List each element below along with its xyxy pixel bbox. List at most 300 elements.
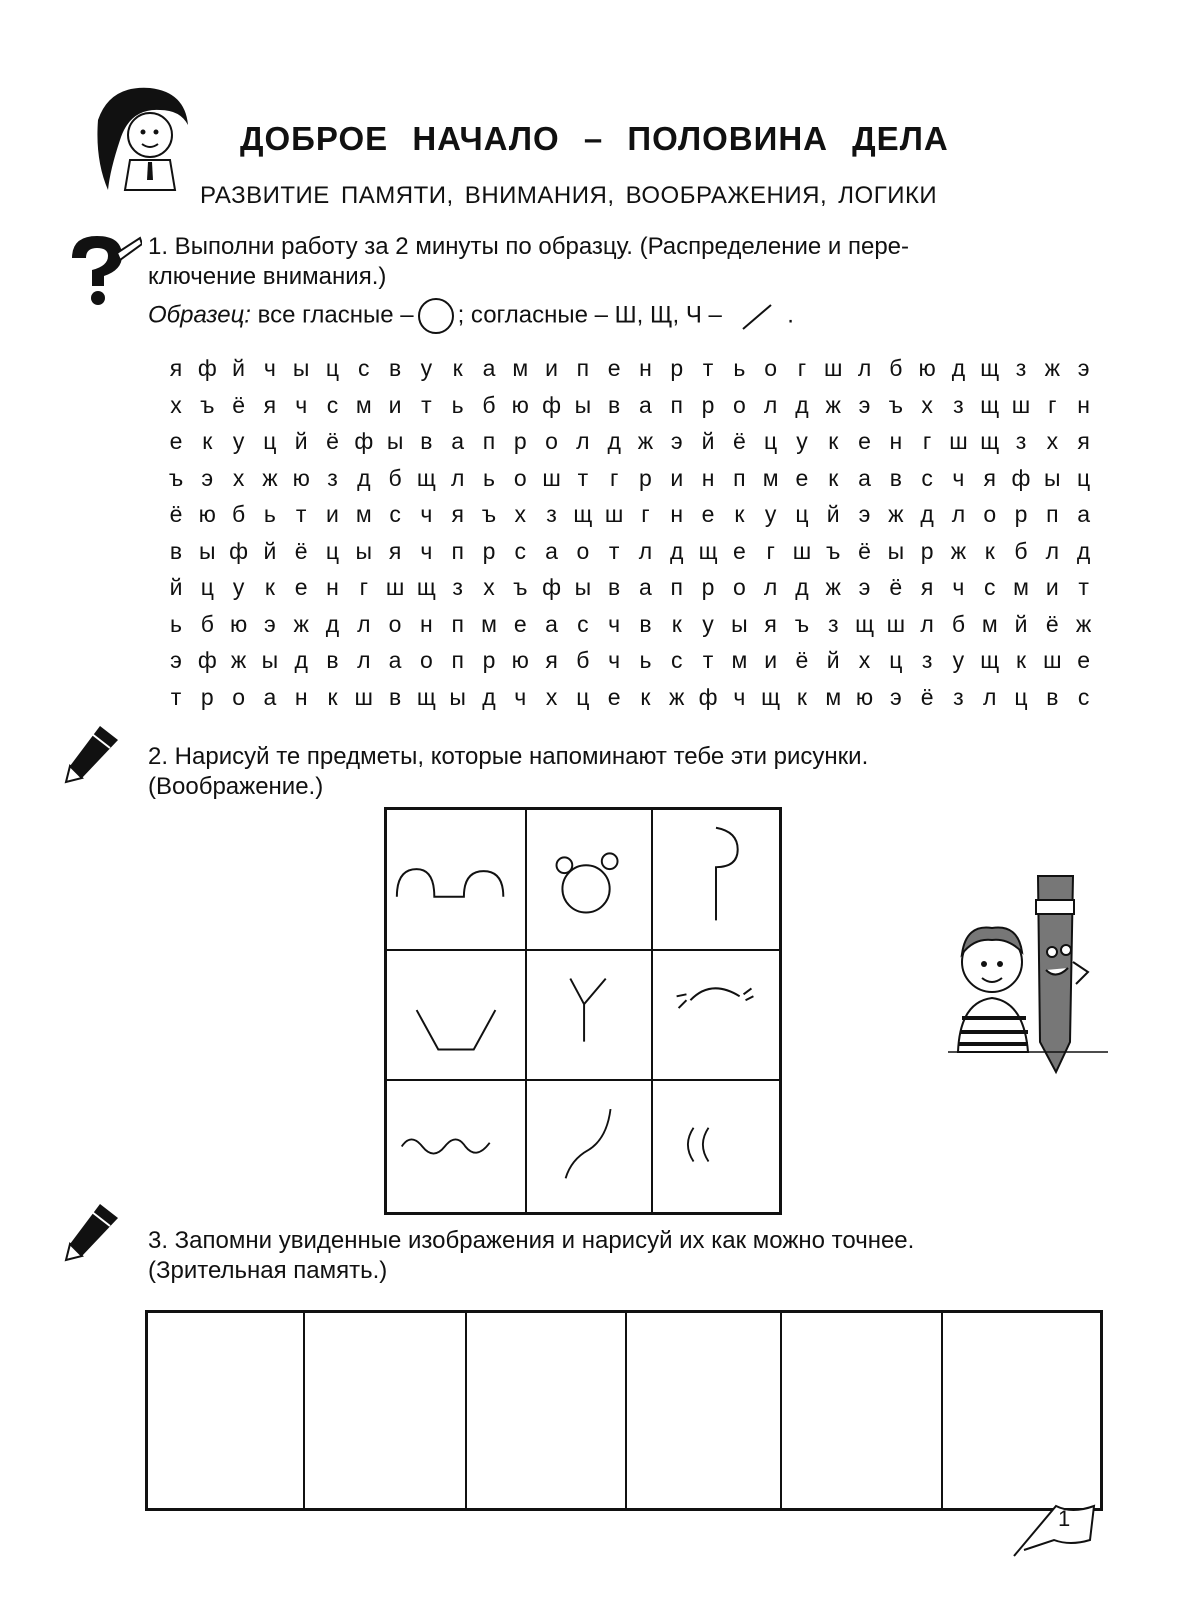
letter[interactable]: ц [200, 574, 214, 600]
letter[interactable]: у [232, 428, 245, 454]
letter[interactable]: ш [949, 428, 968, 454]
letter[interactable]: ё [232, 391, 245, 418]
letter[interactable]: г [641, 501, 650, 527]
letter[interactable]: л [357, 610, 371, 637]
letter[interactable]: ы [574, 574, 592, 600]
letter[interactable]: п [451, 537, 464, 564]
letter[interactable]: м [355, 391, 372, 418]
letter[interactable]: а [388, 647, 402, 673]
letter[interactable]: г [359, 574, 368, 600]
letter[interactable]: л [576, 428, 590, 454]
letter[interactable]: ы [449, 683, 466, 710]
letter[interactable]: в [889, 464, 902, 491]
letter[interactable]: х [545, 683, 558, 710]
letter[interactable]: б [889, 355, 903, 381]
letter[interactable]: ю [511, 647, 529, 673]
letter[interactable]: я [983, 464, 996, 491]
letter[interactable]: щ [416, 574, 436, 600]
letter[interactable]: ь [482, 464, 495, 491]
letter[interactable]: з [1015, 355, 1027, 381]
letter[interactable]: т [170, 683, 182, 710]
letter[interactable]: ч [295, 391, 308, 418]
letter[interactable]: э [670, 428, 683, 454]
letter[interactable]: а [639, 574, 652, 600]
letter[interactable]: я [764, 610, 777, 637]
letter[interactable]: щ [416, 464, 436, 491]
letter[interactable]: л [983, 683, 997, 710]
letter[interactable]: в [639, 610, 652, 637]
drawing-box[interactable] [942, 1312, 1101, 1509]
letter[interactable]: и [670, 464, 684, 491]
letter[interactable]: х [483, 574, 495, 600]
letter[interactable]: ц [1077, 464, 1091, 491]
letter[interactable]: а [451, 428, 465, 454]
letter[interactable]: к [640, 683, 651, 710]
letter[interactable]: л [857, 355, 872, 381]
letter[interactable]: й [263, 537, 277, 564]
letter[interactable]: ю [229, 610, 248, 637]
letter[interactable]: в [608, 574, 621, 600]
letter[interactable]: ц [325, 355, 340, 381]
letter[interactable]: з [1015, 428, 1027, 454]
letter[interactable]: т [421, 391, 432, 418]
letter[interactable]: ш [886, 610, 906, 637]
letter[interactable]: п [733, 464, 746, 491]
letter[interactable]: з [921, 647, 933, 673]
letter[interactable]: э [858, 501, 871, 527]
letter[interactable]: л [763, 391, 778, 418]
letter[interactable]: ф [1011, 464, 1031, 491]
letter[interactable]: о [388, 610, 402, 637]
letter[interactable]: с [983, 574, 996, 600]
letter[interactable]: п [482, 428, 496, 454]
letter[interactable]: с [326, 391, 339, 418]
letter[interactable]: ф [354, 428, 374, 454]
letter[interactable]: п [1046, 501, 1059, 527]
letter[interactable]: д [951, 355, 966, 381]
letter[interactable]: щ [416, 683, 436, 710]
letter[interactable]: ж [825, 574, 841, 600]
letter[interactable]: к [734, 501, 745, 527]
letter[interactable]: д [325, 610, 340, 637]
letter[interactable]: ж [637, 428, 654, 454]
drawing-box[interactable] [626, 1312, 781, 1509]
letter[interactable]: ъ [826, 537, 841, 564]
letter[interactable]: ф [197, 647, 217, 673]
letter[interactable]: з [546, 501, 557, 527]
letter[interactable]: ф [229, 537, 249, 564]
letter[interactable]: ь [263, 501, 276, 527]
letter[interactable]: в [169, 537, 183, 564]
letter[interactable]: р [920, 537, 934, 564]
letter[interactable]: я [388, 537, 402, 564]
letter[interactable]: щ [698, 537, 718, 564]
letter[interactable]: ц [325, 537, 340, 564]
letter[interactable]: о [545, 428, 558, 454]
letter[interactable]: л [951, 501, 966, 527]
letter[interactable]: щ [855, 610, 874, 637]
letter[interactable]: з [452, 574, 463, 600]
letter[interactable]: д [795, 574, 809, 600]
letter[interactable]: э [1077, 355, 1090, 381]
letter[interactable]: е [607, 683, 621, 710]
letter[interactable]: м [481, 610, 497, 637]
letter[interactable]: е [701, 501, 715, 527]
letter[interactable]: я [920, 574, 934, 600]
letter[interactable]: ш [1043, 647, 1062, 673]
letter[interactable]: е [732, 537, 746, 564]
letter[interactable]: ш [354, 683, 373, 710]
letter[interactable]: л [638, 537, 653, 564]
drawing-box[interactable] [147, 1312, 304, 1509]
letter[interactable]: т [608, 537, 620, 564]
letter[interactable]: е [607, 355, 621, 381]
letter[interactable]: а [545, 610, 558, 637]
letter[interactable]: ш [604, 501, 624, 527]
letter[interactable]: п [451, 610, 464, 637]
letter[interactable]: м [355, 501, 372, 527]
letter[interactable]: а [858, 464, 871, 491]
letter[interactable]: с [671, 647, 683, 673]
letter[interactable]: н [1077, 391, 1090, 418]
letter[interactable]: с [577, 610, 589, 637]
letter[interactable]: л [357, 647, 371, 673]
letter[interactable]: щ [761, 683, 781, 710]
letter[interactable]: к [984, 537, 995, 564]
letter[interactable]: в [420, 428, 433, 454]
letter[interactable]: ё [732, 428, 746, 454]
letter[interactable]: й [169, 574, 183, 600]
letter[interactable]: ы [574, 391, 592, 418]
letter[interactable]: ы [386, 428, 404, 454]
letter[interactable]: б [388, 464, 402, 491]
letter[interactable]: н [670, 501, 684, 527]
letter[interactable]: ы [355, 537, 373, 564]
letter[interactable]: ъ [200, 391, 215, 418]
letter[interactable]: х [170, 391, 182, 418]
letter[interactable]: г [922, 428, 932, 454]
letter[interactable]: ъ [168, 464, 184, 491]
letter[interactable]: е [294, 574, 308, 600]
letter[interactable]: ф [542, 574, 562, 600]
letter[interactable]: л [1045, 537, 1060, 564]
letter[interactable]: в [326, 647, 339, 673]
letter[interactable]: э [858, 391, 871, 418]
letter[interactable]: ч [514, 683, 527, 710]
letter[interactable]: к [1015, 647, 1027, 673]
letter[interactable]: ь [451, 391, 464, 418]
letter[interactable]: ё [858, 537, 871, 564]
letter[interactable]: э [889, 683, 902, 710]
letter[interactable]: ё [294, 537, 308, 564]
letter[interactable]: л [763, 574, 778, 600]
letter[interactable]: и [388, 391, 402, 418]
letter[interactable]: с [921, 464, 933, 491]
letter[interactable]: т [702, 355, 714, 381]
letter[interactable]: к [671, 610, 682, 637]
letter[interactable]: ъ [888, 391, 904, 418]
letter[interactable]: х [858, 647, 871, 673]
letter[interactable]: ё [920, 683, 934, 710]
letter[interactable]: щ [980, 391, 1000, 418]
letter[interactable]: ы [292, 355, 310, 381]
letter[interactable]: л [920, 610, 934, 637]
letter[interactable]: ж [1044, 355, 1060, 381]
letter[interactable]: у [702, 610, 714, 637]
letter[interactable]: о [732, 574, 746, 600]
letter[interactable]: й [826, 647, 840, 673]
letter[interactable]: ч [952, 574, 965, 600]
letter[interactable]: к [264, 574, 275, 600]
letter[interactable]: ж [1075, 610, 1092, 637]
letter[interactable]: р [670, 355, 684, 381]
letter[interactable]: г [1048, 391, 1057, 418]
letter[interactable]: р [513, 428, 527, 454]
letter[interactable]: й [701, 428, 715, 454]
letter[interactable]: г [766, 537, 775, 564]
letter[interactable]: н [420, 610, 433, 637]
letter[interactable]: ю [855, 683, 874, 710]
letter[interactable]: ц [1014, 683, 1028, 710]
letter[interactable]: о [983, 501, 997, 527]
letter[interactable]: п [670, 574, 683, 600]
letter[interactable]: я [1077, 428, 1090, 454]
letter[interactable]: ж [669, 683, 685, 710]
letter[interactable]: ж [825, 391, 841, 418]
letter[interactable]: м [825, 683, 842, 710]
letter[interactable]: ы [1044, 464, 1061, 491]
letter[interactable]: ж [230, 647, 247, 673]
letter[interactable]: м [512, 355, 529, 381]
letter[interactable]: б [482, 391, 496, 418]
letter[interactable]: к [452, 355, 463, 381]
letter[interactable]: ш [385, 574, 405, 600]
letter[interactable]: н [294, 683, 308, 710]
letter[interactable]: ы [887, 537, 905, 564]
letter[interactable]: а [639, 391, 652, 418]
letter[interactable]: д [670, 537, 684, 564]
letter[interactable]: р [639, 464, 652, 491]
letter[interactable]: д [920, 501, 934, 527]
letter[interactable]: ж [888, 501, 904, 527]
letter[interactable]: ш [1011, 391, 1031, 418]
letter[interactable]: й [826, 501, 840, 527]
drawing-box[interactable] [781, 1312, 942, 1509]
letter[interactable]: р [701, 391, 715, 418]
letter[interactable]: э [201, 464, 214, 491]
letter[interactable]: о [764, 355, 778, 381]
letter[interactable]: н [701, 464, 715, 491]
letter[interactable]: ю [292, 464, 310, 491]
letter[interactable]: з [953, 391, 964, 418]
letter[interactable]: г [797, 355, 807, 381]
letter[interactable]: н [639, 355, 652, 381]
letter[interactable]: щ [980, 355, 1000, 381]
letter[interactable]: ё [326, 428, 339, 454]
letter[interactable]: е [169, 428, 183, 454]
letter[interactable]: э [170, 647, 182, 673]
letter[interactable]: б [1014, 537, 1028, 564]
letter[interactable]: в [608, 391, 621, 418]
letter[interactable]: ч [263, 355, 276, 381]
letter[interactable]: ж [950, 537, 967, 564]
letter[interactable]: ё [1045, 610, 1059, 637]
letter[interactable]: б [232, 501, 246, 527]
letter[interactable]: и [764, 647, 778, 673]
letter[interactable]: щ [573, 501, 593, 527]
letter[interactable]: г [609, 464, 619, 491]
letter[interactable]: р [1014, 501, 1028, 527]
drawing-box[interactable] [304, 1312, 466, 1509]
letter[interactable]: с [1077, 683, 1090, 710]
letter[interactable]: у [764, 501, 777, 527]
letter[interactable]: т [702, 647, 714, 673]
drawing-box[interactable] [466, 1312, 626, 1509]
letter[interactable]: д [1076, 537, 1091, 564]
letter[interactable]: а [1077, 501, 1090, 527]
letter[interactable]: у [952, 647, 965, 673]
letter[interactable]: ч [420, 501, 433, 527]
letter[interactable]: д [357, 464, 371, 491]
letter[interactable]: ш [824, 355, 843, 381]
letter[interactable]: в [1046, 683, 1059, 710]
letter[interactable]: а [545, 537, 558, 564]
letter[interactable]: х [232, 464, 245, 491]
letter[interactable]: е [513, 610, 527, 637]
letter[interactable]: с [358, 355, 370, 381]
letter[interactable]: х [921, 391, 933, 418]
letter[interactable]: д [294, 647, 308, 673]
letter[interactable]: к [327, 683, 338, 710]
letter[interactable]: м [1013, 574, 1029, 600]
letter[interactable]: б [200, 610, 214, 637]
letter[interactable]: й [1014, 610, 1028, 637]
letter[interactable]: я [169, 355, 183, 381]
letter[interactable]: з [953, 683, 964, 710]
letter[interactable]: ж [293, 610, 309, 637]
letter[interactable]: б [576, 647, 590, 673]
letter[interactable]: ц [795, 501, 809, 527]
letter[interactable]: у [796, 428, 808, 454]
letter[interactable]: х [514, 501, 527, 527]
letter[interactable]: ш [542, 464, 561, 491]
letter[interactable]: у [420, 355, 433, 381]
letter[interactable]: ч [608, 610, 621, 637]
letter[interactable]: н [326, 574, 339, 600]
letter[interactable]: э [264, 610, 276, 637]
letter[interactable]: й [232, 355, 246, 381]
letter[interactable]: ё [169, 501, 183, 527]
letter[interactable]: ъ [481, 501, 497, 527]
letter[interactable]: щ [980, 428, 1000, 454]
letter[interactable]: к [202, 428, 213, 454]
letter[interactable]: ч [733, 683, 746, 710]
letter[interactable]: д [482, 683, 496, 710]
letter[interactable]: ш [792, 537, 812, 564]
letter[interactable]: я [451, 501, 464, 527]
letter[interactable]: ц [889, 647, 903, 673]
letter[interactable]: ъ [513, 574, 528, 600]
letter[interactable]: ф [197, 355, 217, 381]
letter[interactable]: п [670, 391, 683, 418]
letter[interactable]: м [981, 610, 998, 637]
letter[interactable]: и [326, 501, 339, 527]
letter[interactable]: о [419, 647, 433, 673]
letter[interactable]: ы [731, 610, 748, 637]
letter[interactable]: ф [698, 683, 718, 710]
letter[interactable]: ю [511, 391, 529, 418]
letter[interactable]: р [200, 683, 214, 710]
letter[interactable]: щ [980, 647, 1000, 673]
letter[interactable]: ъ [794, 610, 810, 637]
letter[interactable]: т [577, 464, 589, 491]
letter[interactable]: и [1045, 574, 1059, 600]
letter[interactable]: з [827, 610, 839, 637]
letter[interactable]: й [294, 428, 308, 454]
letter[interactable]: ь [170, 610, 182, 637]
letter[interactable]: ё [889, 574, 903, 600]
letter[interactable]: ч [420, 537, 433, 564]
letter[interactable]: л [450, 464, 465, 491]
letter[interactable]: ц [263, 428, 277, 454]
letter[interactable]: я [263, 391, 277, 418]
letter[interactable]: м [762, 464, 779, 491]
letter[interactable]: х [1046, 428, 1059, 454]
letter[interactable]: д [795, 391, 809, 418]
letter[interactable]: с [514, 537, 527, 564]
letter[interactable]: о [232, 683, 245, 710]
letter[interactable]: в [388, 683, 402, 710]
letter[interactable]: ь [733, 355, 746, 381]
letter[interactable]: с [389, 501, 401, 527]
letter[interactable]: к [828, 428, 839, 454]
letter[interactable]: з [327, 464, 338, 491]
letter[interactable]: н [889, 428, 903, 454]
letter[interactable]: м [731, 647, 748, 673]
letter[interactable]: р [482, 537, 496, 564]
letter[interactable]: ф [542, 391, 562, 418]
letter[interactable]: ы [261, 647, 279, 673]
letter[interactable]: ю [918, 355, 936, 381]
letter[interactable]: а [263, 683, 277, 710]
letter[interactable]: ц [764, 428, 778, 454]
letter[interactable]: д [607, 428, 621, 454]
letter[interactable]: е [795, 464, 809, 491]
letter[interactable]: и [545, 355, 558, 381]
letter[interactable]: ч [608, 647, 621, 673]
letter[interactable]: ж [262, 464, 278, 491]
letter[interactable]: ь [639, 647, 652, 673]
letter[interactable]: е [858, 428, 871, 454]
letter[interactable]: о [732, 391, 746, 418]
letter[interactable]: т [295, 501, 307, 527]
letter[interactable]: т [1078, 574, 1089, 600]
letter[interactable]: б [951, 610, 966, 637]
letter[interactable]: ы [199, 537, 216, 564]
letter[interactable]: ё [795, 647, 809, 673]
letter[interactable]: п [451, 647, 464, 673]
letter[interactable]: к [828, 464, 839, 491]
letter[interactable]: к [796, 683, 807, 710]
letter[interactable]: я [545, 647, 558, 673]
letter[interactable]: а [482, 355, 496, 381]
letter[interactable]: ч [952, 464, 965, 491]
letter[interactable]: в [388, 355, 402, 381]
letter[interactable]: ю [198, 501, 216, 527]
letter[interactable]: р [482, 647, 496, 673]
letter[interactable]: у [232, 574, 245, 600]
letter[interactable]: р [701, 574, 715, 600]
